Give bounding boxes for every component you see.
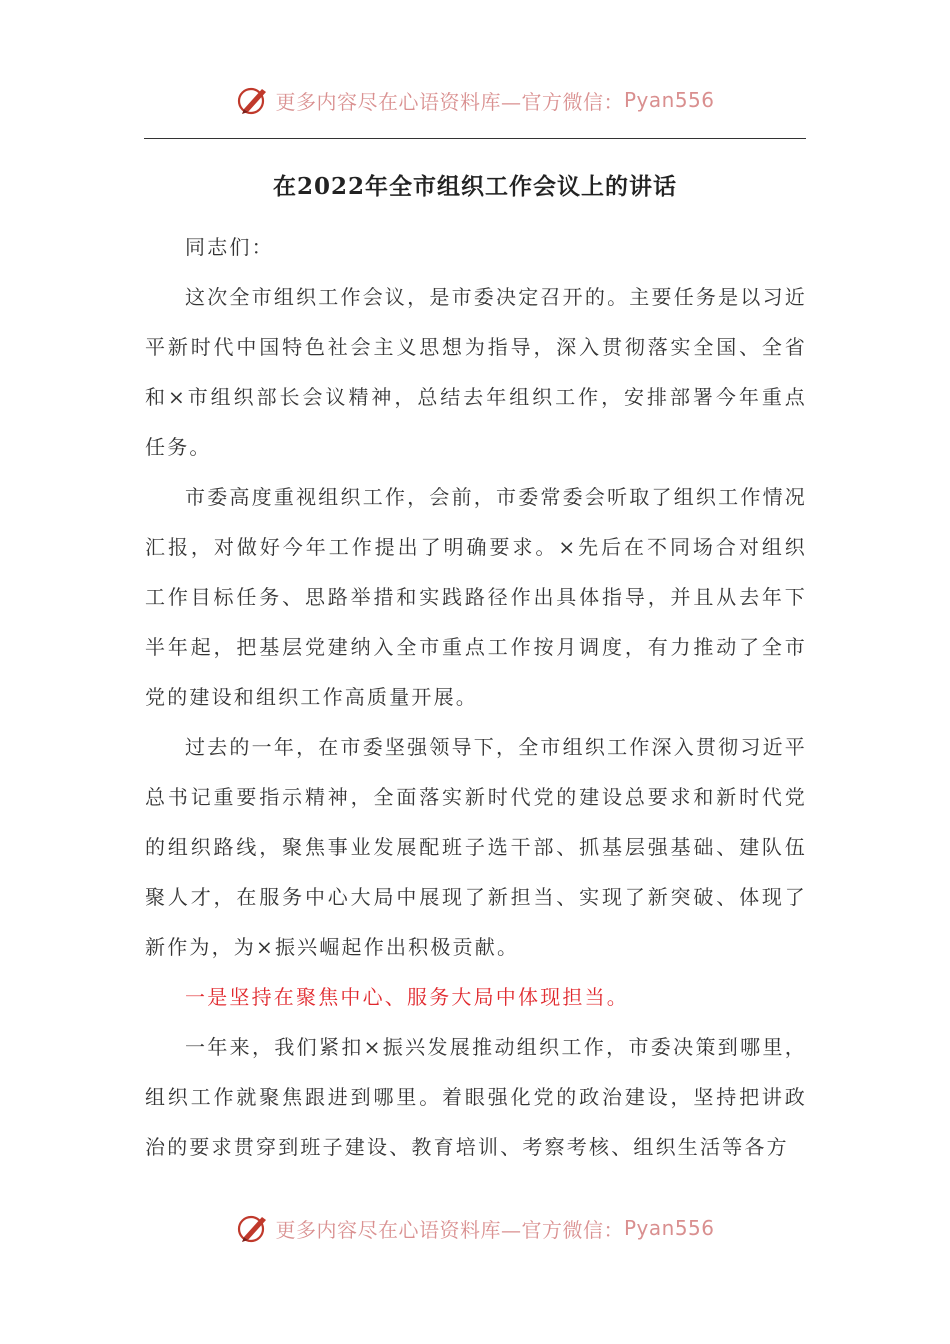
salutation: 同志们： [185,235,274,259]
banner-text: 更多内容尽在心语资料库—官方微信： [275,1217,624,1242]
paragraph-committee: 市委高度重视组织工作，会前，市委常委会听取了组织工作情况汇报，对做好今年工作提出了明确要求。×先后在不同场合对组织工作目标任务、思路举措和实践路径作出具体指导，并且从去年下半年起，把基层党建纳入全市重点工作按月调度，有力推动了全市党的建设和组织工作高质量开展。 [145,485,807,709]
footer-banner [0,1210,950,1246]
section-heading-one: 一是坚持在聚焦中心、服务大局中体现担当。 [185,985,629,1009]
paragraph-past-year: 过去的一年，在市委坚强领导下，全市组织工作深入贯彻习近平总书记重要指示精神，全面落实新时代党的建设总要求和新时代党的组织路线，聚焦事业发展配班子选干部、抓基层强基础、建队伍聚人才，在服务中心大局中展现了新担当、实现了新突破、体现了新作为，为×振兴崛起作出积极贡献。 [145,735,807,959]
banner-wechat-handle: Pyan556 [623,88,715,112]
header-banner [0,82,950,118]
document-body [145,222,807,1172]
banner-text: 更多内容尽在心语资料库—官方微信： [275,89,624,114]
pen-logo-icon [235,82,271,118]
pen-logo-icon [235,1210,271,1246]
document-title: 在2022年全市组织工作会议上的讲话 [272,173,677,200]
header-divider [144,138,806,139]
paragraph-intro: 这次全市组织工作会议，是市委决定召开的。主要任务是以习近平新时代中国特色社会主义思想为指导，深入贯彻落实全国、全省和×市组织部长会议精神，总结去年组织工作，安排部署今年重点任务。 [145,285,807,459]
banner-wechat-handle: Pyan556 [623,1216,715,1240]
paragraph-section-one: 一年来，我们紧扣×振兴发展推动组织工作，市委决策到哪里，组织工作就聚焦跟进到哪里。着眼强化党的政治建设，坚持把讲政治的要求贯穿到班子建设、教育培训、考察考核、组织生活等各方 [145,1035,807,1159]
